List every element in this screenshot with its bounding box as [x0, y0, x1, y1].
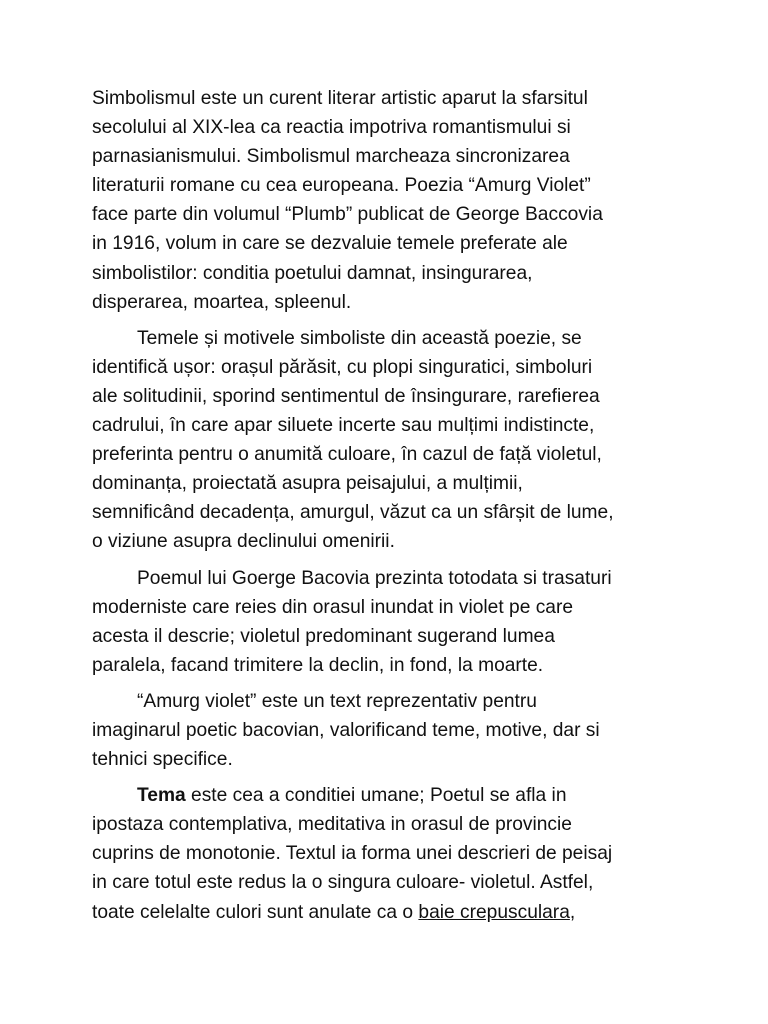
- text-line: in care totul este redus la o singura culoare- violetul. Astfel,: [92, 872, 594, 894]
- text-line: moderniste care reies din orasul inundat in violet pe care: [92, 596, 574, 618]
- text-line: disperarea, moartea, spleenul.: [92, 291, 352, 313]
- paragraph-1: [92, 84, 702, 317]
- text-line: cadrului, în care apar siluete incerte sau mulțimi indistincte,: [92, 415, 595, 437]
- text-line: Simbolismul este un curent literar artistic aparut la sfarsitul: [92, 88, 588, 109]
- text-line: preferinta pentru o anumită culoare, în cazul de față violetul,: [92, 444, 602, 466]
- text-line: parnasianismului. Simbolismul marcheaza sincronizarea: [92, 146, 570, 168]
- bold-term: Tema: [137, 785, 186, 807]
- text-line: identifică ușor: orașul părăsit, cu plopi singuratici, simboluri: [92, 356, 593, 378]
- paragraph-5: [92, 781, 702, 926]
- text-segment: este cea a conditiei umane; Poetul se afla in: [185, 785, 567, 807]
- text-line: in 1916, volum in care se dezvaluie temele preferate ale: [92, 233, 568, 255]
- text-line: [92, 898, 702, 927]
- text-line: tehnici specifice.: [92, 749, 233, 771]
- text-line: secolului al XIX-lea ca reactia impotriva romantismului si: [92, 117, 571, 139]
- underlined-phrase: baie crepusculara: [418, 901, 570, 923]
- text-line: ipostaza contemplativa, meditativa in orasul de provincie: [92, 814, 572, 836]
- text-line: dominanța, proiectată asupra peisajului, a mulțimii,: [92, 473, 523, 495]
- paragraph-4: [92, 687, 702, 774]
- text-segment: ,: [569, 901, 576, 923]
- text-line: cuprins de monotonie. Textul ia forma unei descrieri de peisaj: [92, 843, 613, 865]
- text-line: simbolistilor: conditia poetului damnat, insingurarea,: [92, 262, 533, 284]
- text-line: acesta il descrie; violetul predominant sugerand lumea: [92, 625, 555, 647]
- text-line: face parte din volumul “Plumb” publicat de George Baccovia: [92, 204, 603, 226]
- text-line: o viziune asupra declinului omenirii.: [92, 531, 395, 553]
- text-line: ale solitudinii, sporind sentimentul de însingurare, rarefierea: [92, 385, 600, 407]
- text-line: paralela, facand trimitere la declin, in fond, la moarte.: [92, 654, 544, 676]
- text-line: [92, 781, 702, 810]
- text-line: Poemul lui Goerge Bacovia prezinta totodata si trasaturi: [137, 567, 612, 589]
- text-line: literaturii romane cu cea europeana. Poezia “Amurg Violet”: [92, 175, 591, 197]
- paragraph-2: [92, 324, 702, 557]
- text-segment: toate celelalte culori sunt anulate ca o: [92, 901, 419, 923]
- text-line: imaginarul poetic bacovian, valorificand teme, motive, dar si: [92, 719, 600, 741]
- text-line: “Amurg violet” este un text reprezentativ pentru: [137, 690, 537, 712]
- text-line: semnificând decadența, amurgul, văzut ca un sfârșit de lume,: [92, 502, 614, 524]
- document-page: [92, 84, 702, 934]
- text-line: Temele și motivele simboliste din această poezie, se: [137, 327, 582, 349]
- paragraph-3: [92, 564, 702, 680]
